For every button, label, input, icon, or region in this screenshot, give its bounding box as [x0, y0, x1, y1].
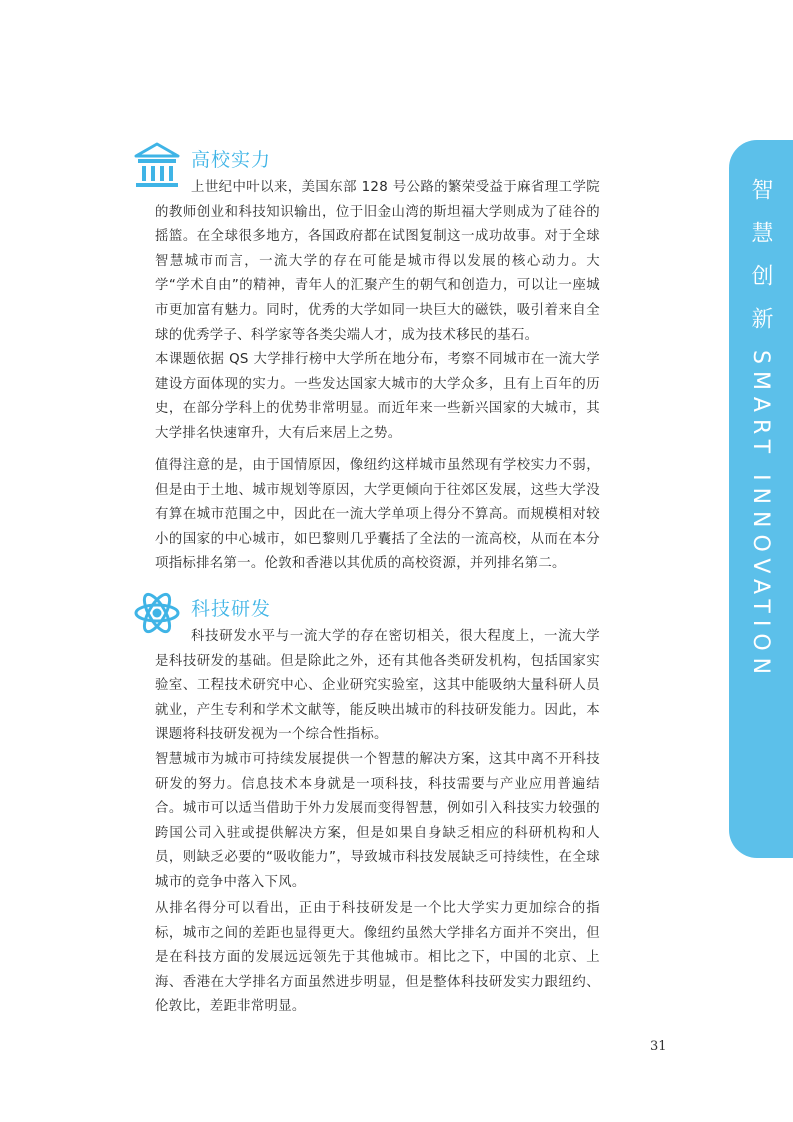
paragraph: 从排名得分可以看出，正由于科技研发是一个比大学实力更加综合的指标，城市之间的差距也显得更大。像纽约虽然大学排名方面并不突出，但是在科技方面的发展远远领先于其他城市。相比之下，中国的北京、上海、香港在大学排名方面虽然进步明显，但是整体科技研发实力跟纽约、伦敦比，差距非常明显。 — [155, 901, 600, 1015]
side-tab-label: 智 慧 创 新 SMART INNOVATION — [748, 178, 773, 682]
page-number: 31 — [650, 1039, 667, 1054]
paragraph: 本课题依据 QS 大学排行榜中大学所在地分布，考察不同城市在一流大学建设方面体现的实力。一些发达国家大城市的大学众多，且有上百年的历史，在部分学科上的优势非常明显。而近年来一些新兴国家的大城市，其大学排名快速窜升，大有后来居上之势。 — [155, 352, 600, 441]
paragraph: 值得注意的是，由于国情原因，像纽约这样城市虽然现有学校实力不弱，但是由于土地、城市规划等原因，大学更倾向于往郊区发展，这些大学没有算在城市范围之中，因此在一流大学单项上得分不算高。而规模相对较小的国家的中心城市，如巴黎则几乎囊括了全法的一流高校，从而在本分项指标排名第一。伦敦和香港以其优质的高校资源，并列排名第二。 — [155, 458, 600, 572]
section-title-university: 高校实力 — [191, 149, 272, 171]
paragraph: 上世纪中叶以来，美国东部 128 号公路的繁荣受益于麻省理工学院的教师创业和科技知识输出，位于旧金山湾的斯坦福大学则成为了硅谷的摇篮。在全球很多地方，各国政府都在试图复制这一成功故事。对于全球智慧城市而言，一流大学的存在可能是城市得以发展的核心动力。大学“学术自由”的精神，青年人的汇聚产生的朝气和创造力，可以让一座城市更加富有魅力。同时，优秀的大学如同一块巨大的磁铁，吸引着来自全球的优秀学子、科学家等各类尖端人才，成为技术移民的基石。 — [155, 180, 600, 343]
paragraph: 科技研发水平与一流大学的存在密切相关，很大程度上，一流大学是科技研发的基础。但是除此之外，还有其他各类研发机构，包括国家实验室、工程技术研究中心、企业研究实验室，这其中能吸纳大量科研人员就业，产生专利和学术文献等，能反映出城市的科技研发能力。因此，本课题将科技研发视为一个综合性指标。 — [155, 629, 600, 743]
section-title-research: 科技研发 — [191, 598, 272, 620]
paragraph: 智慧城市为城市可持续发展提供一个智慧的解决方案，这其中离不开科技研发的努力。信息技术本身就是一项科技，科技需要与产业应用普遍结合。城市可以适当借助于外力发展而变得智慧，例如引入科技实力较强的跨国公司入驻或提供解决方案，但是如果自身缺乏相应的科研机构和人员，则缺乏必要的“吸收能力”，导致城市科技发展缺乏可持续性，在全球城市的竞争中落入下风。 — [155, 752, 600, 890]
